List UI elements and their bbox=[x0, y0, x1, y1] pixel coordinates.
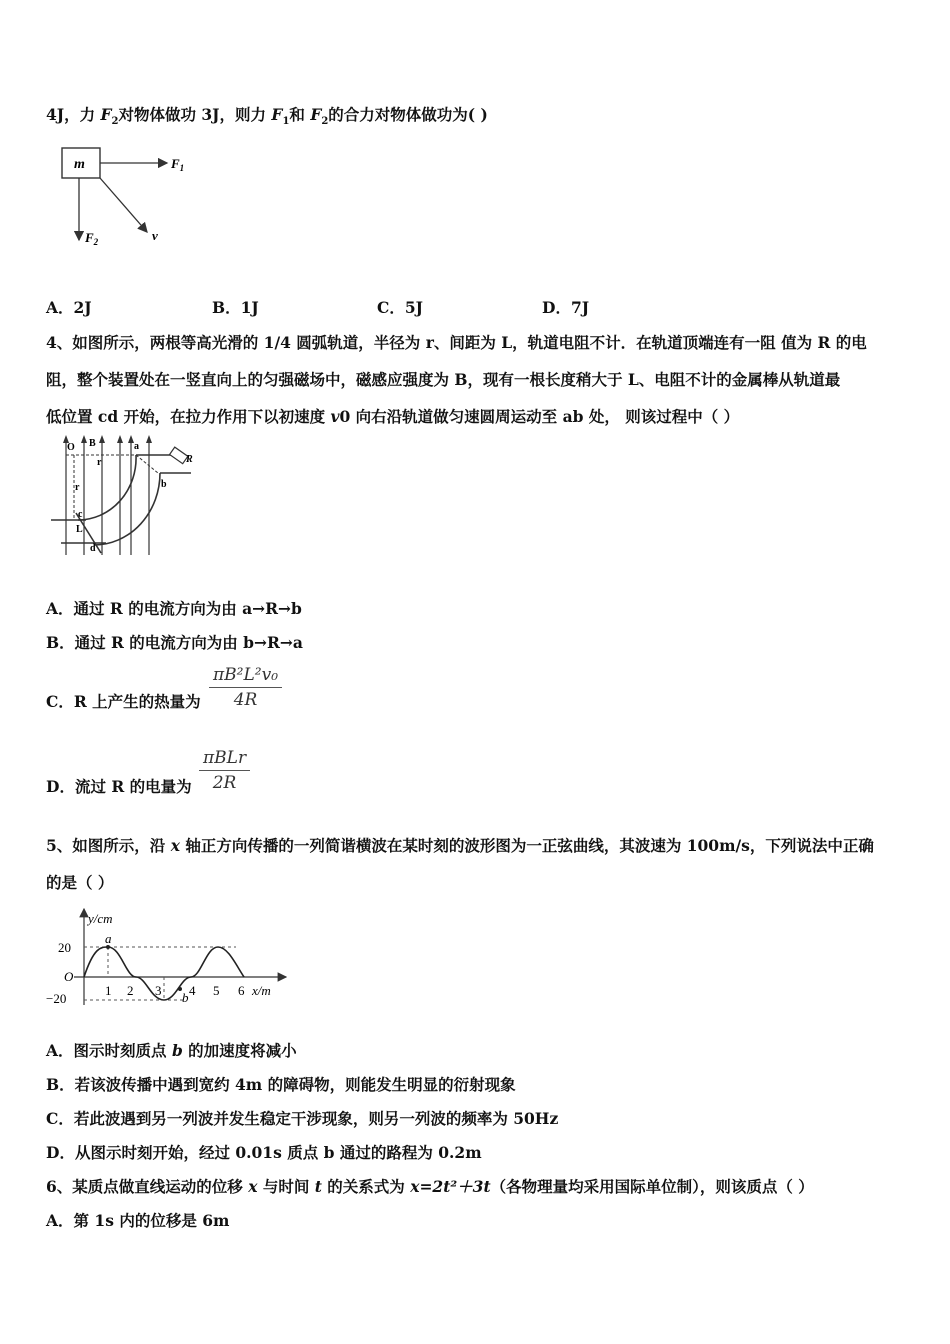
q4-option-d-formula: πBLr 2R bbox=[199, 748, 250, 793]
label-a: a bbox=[134, 441, 139, 452]
f2-label: $F_2$ bbox=[85, 230, 99, 247]
q5-stem-line2: 的是（ ） bbox=[46, 873, 114, 892]
q4-option-b: B．通过 R 的电流方向为由 b→R→a bbox=[46, 633, 303, 652]
q4-option-d: D．流过 R 的电量为 bbox=[46, 777, 192, 796]
x-tick-5: 5 bbox=[213, 983, 220, 998]
q6-stem: 6、某质点做直线运动的位移 x 与时间 t 的关系式为 x=2t²＋3t（各物理量均采用国际单位制），则该质点（ ） bbox=[46, 1177, 814, 1196]
x-tick-6: 6 bbox=[238, 983, 245, 998]
x-tick-4: 4 bbox=[189, 983, 196, 998]
v-label: v bbox=[152, 228, 158, 243]
x-tick-3: 3 bbox=[155, 983, 162, 998]
q4-stem-line2: 阻，整个装置处在一竖直向上的匀强磁场中，磁感应强度为 B，现有一根长度稍大于 L、电阻不计的金属棒从轨道最 bbox=[46, 370, 841, 389]
q4-rail-diagram bbox=[46, 435, 206, 560]
q3-option-d: D．7J bbox=[542, 298, 590, 317]
y-axis-label: y/cm bbox=[88, 911, 113, 926]
q5-option-b: B．若该波传播中遇到宽约 4m 的障碍物，则能发生明显的衍射现象 bbox=[46, 1075, 516, 1094]
label-o: O bbox=[67, 442, 75, 453]
q4-stem-line3: 低位置 cd 开始，在拉力作用下以初速度 v0 向右沿轨道做匀速圆周运动至 ab 处， 则该过程中（ ） bbox=[46, 407, 740, 426]
q3-option-a: A．2J bbox=[46, 298, 92, 317]
label-l: L bbox=[76, 524, 83, 535]
x-tick-1: 1 bbox=[105, 983, 112, 998]
q4-option-c-formula: $\frac{\text{πB²L²v₀}}{4R}$ bbox=[209, 665, 282, 710]
label-point-a: a bbox=[105, 931, 112, 946]
label-b: b bbox=[161, 479, 167, 490]
q3-option-c: C．5J bbox=[377, 298, 423, 317]
q6-option-a: A．第 1s 内的位移是 6m bbox=[46, 1211, 230, 1230]
q5-option-a: A．图示时刻质点 b 的加速度将减小 bbox=[46, 1041, 297, 1060]
label-point-b: b bbox=[182, 990, 189, 1005]
q3-stem: 4J，力 $F_2$对物体做功 3J，则力 $F_1$和 $F_2$的合力对物体做功为( ) bbox=[46, 105, 488, 128]
q4-option-c: C．R 上产生的热量为 bbox=[46, 692, 201, 711]
v-arrow bbox=[100, 178, 147, 232]
x-tick-2: 2 bbox=[127, 983, 134, 998]
f1-label: $F_1$ bbox=[171, 156, 185, 173]
mass-label: m bbox=[74, 157, 85, 172]
q3-option-b: B．1J bbox=[212, 298, 259, 317]
q5-option-c: C．若此波遇到另一列波并发生稳定干涉现象，则另一列波的频率为 50Hz bbox=[46, 1109, 559, 1128]
q5-wave-graph bbox=[46, 905, 296, 1010]
label-r1: r bbox=[97, 457, 102, 468]
q4-option-a: A．通过 R 的电流方向为由 a→R→b bbox=[46, 599, 302, 618]
x-axis-label: x/m bbox=[252, 983, 271, 998]
label-r2: r bbox=[75, 482, 80, 493]
q5-option-d: D．从图示时刻开始，经过 0.01s 质点 b 通过的路程为 0.2m bbox=[46, 1143, 482, 1162]
q5-stem-line1: 5、如图所示，沿 x 轴正方向传播的一列简谐横波在某时刻的波形图为一正弦曲线，其波速为 100m/s，下列说法中正确 bbox=[46, 836, 874, 855]
label-b-field: B bbox=[89, 438, 96, 449]
label-r-resistor: R bbox=[186, 454, 193, 465]
label-c: c bbox=[78, 509, 83, 520]
y-tick-neg20: −20 bbox=[46, 991, 67, 1006]
label-d: d bbox=[90, 543, 96, 554]
q3-force-diagram bbox=[55, 140, 195, 255]
y-tick-20: 20 bbox=[58, 940, 71, 955]
origin-label: O bbox=[64, 969, 74, 984]
q4-stem-line1: 4、如图所示，两根等高光滑的 1/4 圆弧轨道，半径为 r、间距为 L，轨道电阻不计．在轨道顶端连有一阻 值为 R 的电 bbox=[46, 333, 867, 352]
